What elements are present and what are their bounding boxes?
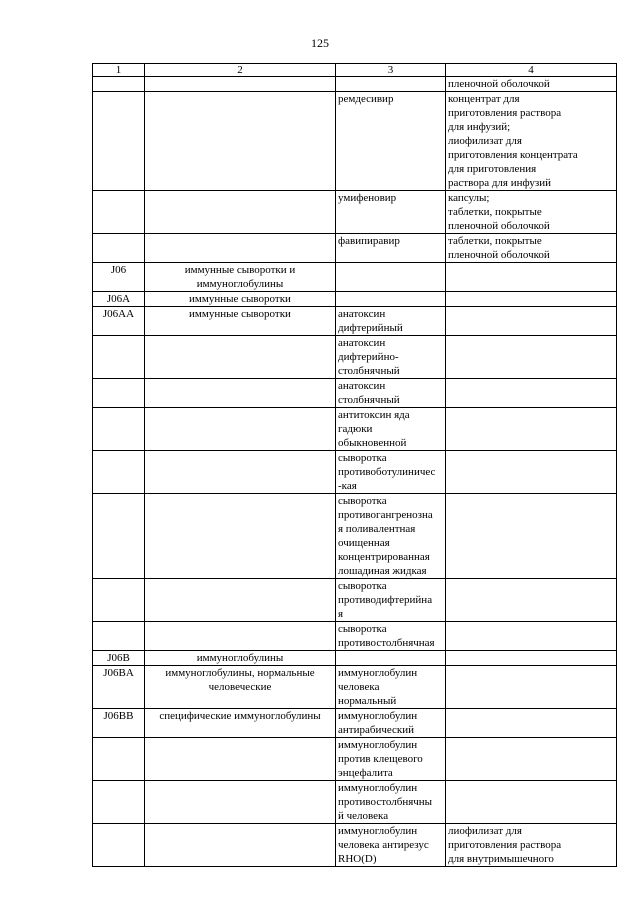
drug-name-cell: ремдесивир (336, 92, 446, 191)
anatomical-group-cell: иммунные сыворотки (145, 292, 336, 307)
drug-name-cell (336, 651, 446, 666)
drug-name-cell: иммуноглобулин против клещевого энцефалита (336, 738, 446, 781)
anatomical-group-cell (145, 234, 336, 263)
header-cell-1: 1 (93, 64, 145, 77)
anatomical-group-cell: специфические иммуноглобулины (145, 709, 336, 738)
anatomical-group-cell (145, 336, 336, 379)
atc-code-cell (93, 738, 145, 781)
anatomical-group-cell: иммунные сыворотки (145, 307, 336, 336)
drug-name-cell: сыворотка противодифтерийна я (336, 579, 446, 622)
table-row (93, 579, 617, 622)
table-row (93, 738, 617, 781)
drug-name-cell: фавипиравир (336, 234, 446, 263)
anatomical-group-cell (145, 77, 336, 92)
atc-code-cell: J06AA (93, 307, 145, 336)
table-row (93, 408, 617, 451)
anatomical-group-cell: иммуноглобулины, нормальные человеческие (145, 666, 336, 709)
dosage-form-cell (446, 738, 617, 781)
dosage-form-cell (446, 263, 617, 292)
drug-name-cell: иммуноглобулин противостолбнячны й человека (336, 781, 446, 824)
drug-name-cell: иммуноглобулин человека антирезус RHO(D) (336, 824, 446, 867)
table-row (93, 234, 617, 263)
table-row (93, 263, 617, 292)
anatomical-group-cell (145, 781, 336, 824)
drug-name-cell: сыворотка противогангренозна я поливалентная очищенная концентрированная лошадиная жидкая (336, 494, 446, 579)
table-row (93, 651, 617, 666)
table-row (93, 824, 617, 867)
table-row (93, 666, 617, 709)
drug-name-cell: иммуноглобулин человека нормальный (336, 666, 446, 709)
atc-code-cell (93, 234, 145, 263)
table-row (93, 307, 617, 336)
dosage-form-cell (446, 336, 617, 379)
drug-name-cell: антитоксин яда гадюки обыкновенной (336, 408, 446, 451)
atc-code-cell: J06BA (93, 666, 145, 709)
dosage-form-cell: капсулы; таблетки, покрытые пленочной оболочкой (446, 191, 617, 234)
header-cell-2: 2 (145, 64, 336, 77)
anatomical-group-cell (145, 622, 336, 651)
anatomical-group-cell (145, 824, 336, 867)
dosage-form-cell (446, 781, 617, 824)
anatomical-group-cell (145, 379, 336, 408)
atc-code-cell (93, 77, 145, 92)
anatomical-group-cell (145, 408, 336, 451)
anatomical-group-cell (145, 92, 336, 191)
table-header-row (93, 64, 617, 77)
page-number: 125 (311, 36, 329, 50)
drug-name-cell: анатоксин столбнячный (336, 379, 446, 408)
atc-code-cell (93, 494, 145, 579)
anatomical-group-cell (145, 738, 336, 781)
anatomical-group-cell (145, 494, 336, 579)
table-row (93, 494, 617, 579)
dosage-form-cell (446, 651, 617, 666)
atc-code-cell (93, 781, 145, 824)
dosage-form-cell (446, 379, 617, 408)
atc-code-cell: J06 (93, 263, 145, 292)
table-row (93, 709, 617, 738)
atc-code-cell (93, 579, 145, 622)
anatomical-group-cell: иммунные сыворотки и иммуноглобулины (145, 263, 336, 292)
anatomical-group-cell: иммуноглобулины (145, 651, 336, 666)
table-row (93, 451, 617, 494)
dosage-form-cell: концентрат для приготовления раствора для инфузий; лиофилизат для приготовления концентрата для приготовления раствора для инфузий (446, 92, 617, 191)
dosage-form-cell (446, 451, 617, 494)
drug-name-cell: иммуноглобулин антирабический (336, 709, 446, 738)
drug-name-cell: анатоксин дифтерийно- столбнячный (336, 336, 446, 379)
dosage-form-cell (446, 666, 617, 709)
atc-code-cell (93, 336, 145, 379)
anatomical-group-cell (145, 579, 336, 622)
table-row (93, 622, 617, 651)
drug-name-cell: анатоксин дифтерийный (336, 307, 446, 336)
anatomical-group-cell (145, 451, 336, 494)
dosage-form-cell (446, 307, 617, 336)
dosage-form-cell (446, 579, 617, 622)
drug-name-cell (336, 292, 446, 307)
table-row (93, 191, 617, 234)
atc-code-cell (93, 191, 145, 234)
dosage-form-cell (446, 408, 617, 451)
header-cell-4: 4 (446, 64, 617, 77)
atc-code-cell (93, 622, 145, 651)
atc-code-cell (93, 379, 145, 408)
dosage-form-cell (446, 709, 617, 738)
drug-name-cell (336, 77, 446, 92)
anatomical-group-cell (145, 191, 336, 234)
table-row (93, 781, 617, 824)
dosage-form-cell: пленочной оболочкой (446, 77, 617, 92)
table-row (93, 379, 617, 408)
drug-name-cell: умифеновир (336, 191, 446, 234)
dosage-form-cell (446, 494, 617, 579)
dosage-form-cell (446, 292, 617, 307)
dosage-form-cell: лиофилизат для приготовления раствора для внутримышечного (446, 824, 617, 867)
atc-code-cell (93, 408, 145, 451)
atc-code-cell: J06B (93, 651, 145, 666)
table-row (93, 292, 617, 307)
medication-table (92, 63, 617, 867)
atc-code-cell: J06BB (93, 709, 145, 738)
table-row (93, 92, 617, 191)
table-row (93, 336, 617, 379)
atc-code-cell (93, 824, 145, 867)
dosage-form-cell: таблетки, покрытые пленочной оболочкой (446, 234, 617, 263)
drug-name-cell: сыворотка противоботулиничес -кая (336, 451, 446, 494)
drug-name-cell: сыворотка противостолбнячная (336, 622, 446, 651)
dosage-form-cell (446, 622, 617, 651)
atc-code-cell (93, 92, 145, 191)
table-row (93, 77, 617, 92)
atc-code-cell: J06A (93, 292, 145, 307)
atc-code-cell (93, 451, 145, 494)
drug-name-cell (336, 263, 446, 292)
header-cell-3: 3 (336, 64, 446, 77)
